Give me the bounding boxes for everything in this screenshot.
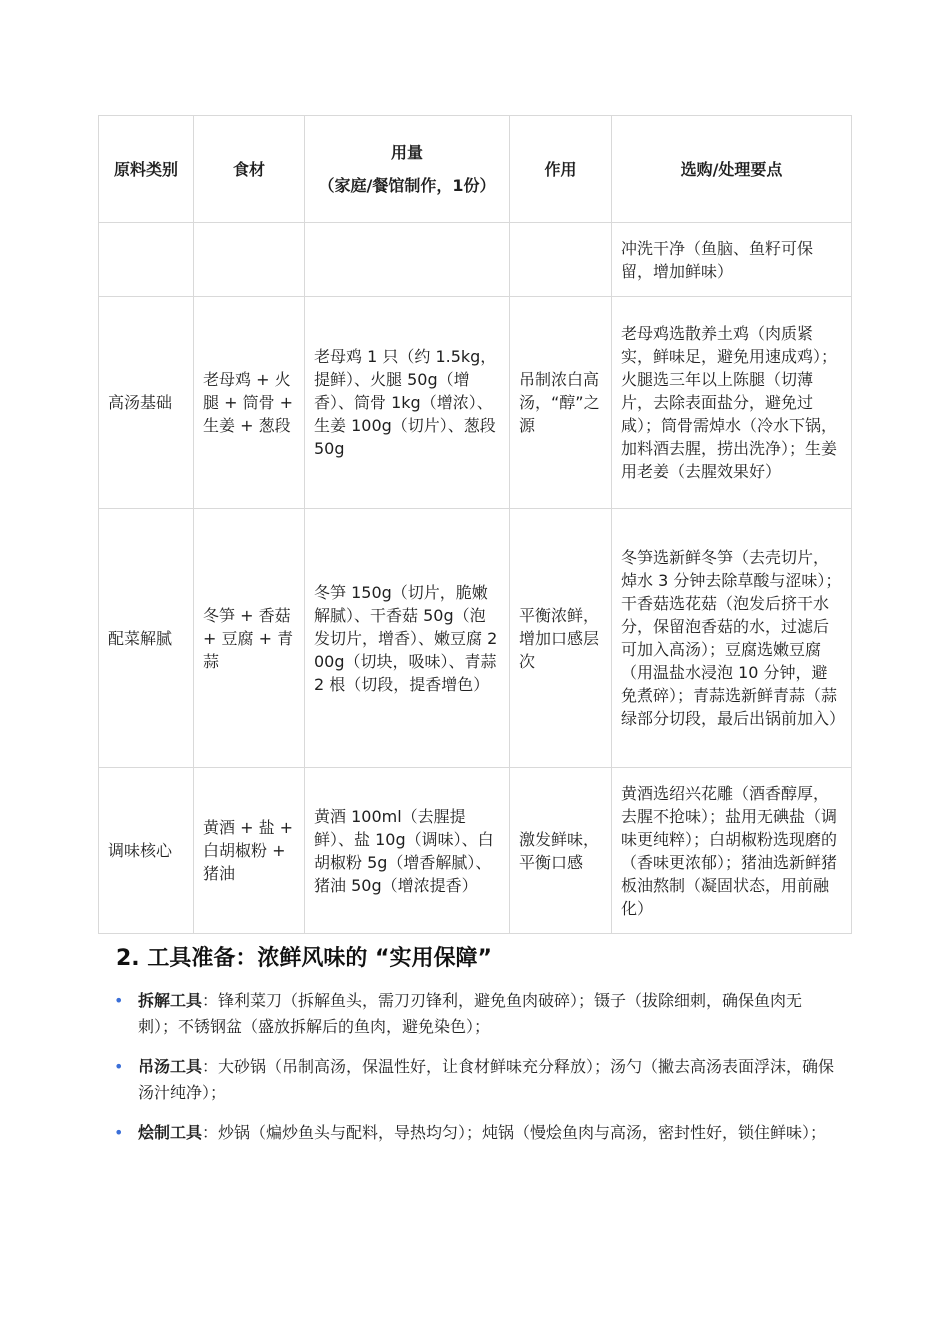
cell-ingredient <box>194 223 305 297</box>
header-category: 原料类别 <box>99 116 194 223</box>
header-tips: 选购/处理要点 <box>612 116 852 223</box>
cell-tips: 冬笋选新鲜冬笋（去壳切片，焯水 3 分钟去除草酸与涩味）；干香菇选花菇（泡发后挤干水分，保留泡香菇的水，过滤后可加入高汤）；豆腐选嫩豆腐（用温盐水浸泡 10 分钟，避免煮碎）；青蒜选新鲜青蒜（蒜绿部分切段，最后出锅前加入） <box>612 509 852 768</box>
cell-amount: 老母鸡 1 只（约 1.5kg，提鲜）、火腿 50g（增香）、筒骨 1kg（增浓）、生姜 100g（切片）、葱段 50g <box>305 297 510 509</box>
table-row <box>99 509 852 768</box>
tool-desc: ：大砂锅（吊制高汤，保温性好，让食材鲜味充分释放）；汤勺（撇去高汤表面浮沫，确保汤汁纯净）； <box>138 1057 835 1102</box>
table-row <box>99 297 852 509</box>
cell-category <box>99 223 194 297</box>
tool-name: 拆解工具 <box>138 991 203 1010</box>
cell-category: 配菜解腻 <box>99 509 194 768</box>
cell-ingredient: 老母鸡 + 火腿 + 筒骨 + 生姜 + 葱段 <box>194 297 305 509</box>
bullet-icon: • <box>114 1123 124 1142</box>
header-amount-sub: （家庭/餐馆制作，1份） <box>318 176 496 195</box>
cell-tips: 冲洗干净（鱼脑、鱼籽可保留，增加鲜味） <box>612 223 852 297</box>
cell-amount <box>305 223 510 297</box>
cell-function <box>510 223 612 297</box>
cell-ingredient: 黄酒 + 盐 + 白胡椒粉 + 猪油 <box>194 768 305 934</box>
table-row <box>99 768 852 934</box>
cell-category: 高汤基础 <box>99 297 194 509</box>
list-item <box>110 988 840 1040</box>
cell-function: 平衡浓鲜，增加口感层次 <box>510 509 612 768</box>
section-heading: 2. 工具准备：浓鲜风味的 “实用保障” <box>116 946 492 971</box>
tools-list <box>110 988 840 1160</box>
header-amount-title: 用量 <box>390 143 423 162</box>
tool-name: 吊汤工具 <box>138 1057 203 1076</box>
cell-function: 激发鲜味，平衡口感 <box>510 768 612 934</box>
cell-amount: 冬笋 150g（切片，脆嫩解腻）、干香菇 50g（泡发切片，增香）、嫩豆腐 200g（切块，吸味）、青蒜 2 根（切段，提香增色） <box>305 509 510 768</box>
ingredients-table <box>98 115 852 934</box>
header-function: 作用 <box>510 116 612 223</box>
tool-name: 烩制工具 <box>138 1123 203 1142</box>
cell-tips: 老母鸡选散养土鸡（肉质紧实，鲜味足，避免用速成鸡）；火腿选三年以上陈腿（切薄片，去除表面盐分，避免过咸）；筒骨需焯水（冷水下锅，加料酒去腥，捞出洗净）；生姜用老姜（去腥效果好） <box>612 297 852 509</box>
cell-tips: 黄酒选绍兴花雕（酒香醇厚，去腥不抢味）；盐用无碘盐（调味更纯粹）；白胡椒粉选现磨的（香味更浓郁）；猪油选新鲜猪板油熬制（凝固状态，用前融化） <box>612 768 852 934</box>
cell-function: 吊制浓白高汤，“醇”之源 <box>510 297 612 509</box>
header-amount <box>305 116 510 223</box>
header-ingredient: 食材 <box>194 116 305 223</box>
table-header-row <box>99 116 852 223</box>
bullet-icon: • <box>114 991 124 1010</box>
cell-ingredient: 冬笋 + 香菇 + 豆腐 + 青蒜 <box>194 509 305 768</box>
tool-desc: ：炒锅（煸炒鱼头与配料，导热均匀）；炖锅（慢烩鱼肉与高汤，密封性好，锁住鲜味）； <box>202 1123 827 1142</box>
cell-amount: 黄酒 100ml（去腥提鲜）、盐 10g（调味）、白胡椒粉 5g（增香解腻）、猪油 50g（增浓提香） <box>305 768 510 934</box>
bullet-icon: • <box>114 1057 124 1076</box>
table-row <box>99 223 852 297</box>
list-item <box>110 1120 840 1146</box>
cell-category: 调味核心 <box>99 768 194 934</box>
tool-desc: ：锋利菜刀（拆解鱼头，需刀刃锋利，避免鱼肉破碎）；镊子（拔除细刺，确保鱼肉无刺）；不锈钢盆（盛放拆解后的鱼肉，避免染色）； <box>138 991 803 1036</box>
list-item <box>110 1054 840 1106</box>
